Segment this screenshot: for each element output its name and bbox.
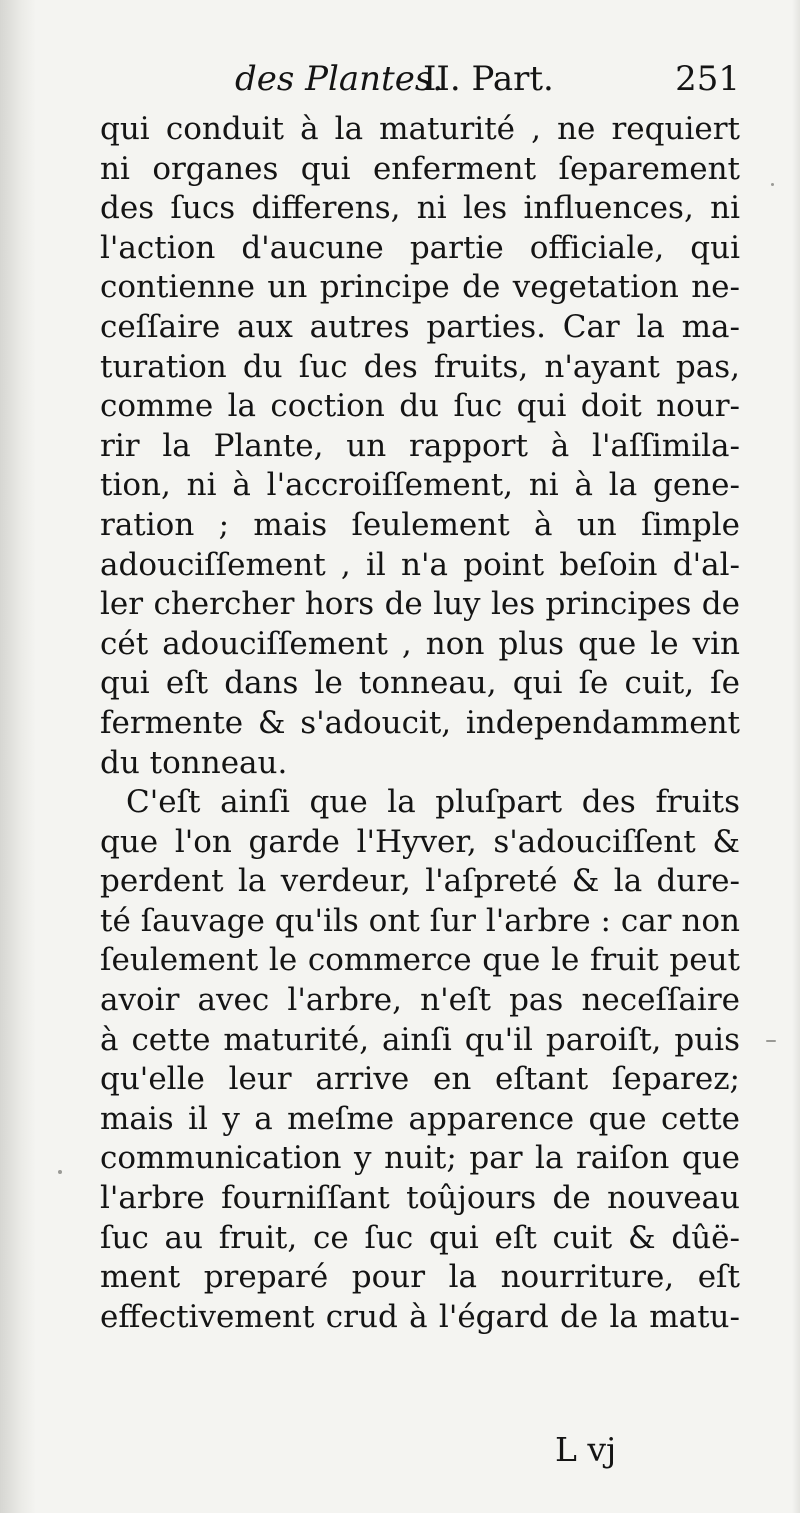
text-line: l'arbre fourniſſant toûjours de nouveau [100,1180,740,1217]
text-line: fermente & s'adoucit, independamment [100,704,740,741]
text-line: communication y nuit; par la raiſon que [100,1140,740,1177]
text-line: contienne un principe de vegetation ne- [100,269,740,306]
text-line: ration ; mais ſeulement à un ſimple [100,506,740,543]
text-line: l'action d'aucune partie officiale, qui [100,229,740,266]
text-line: mais il y a meſme apparence que cette [100,1100,740,1137]
binding-shadow [0,0,36,1513]
page-edge [792,0,800,1513]
text-line: adouciſſement , il n'a point beſoin d'al- [100,546,740,583]
ink-speck [766,1040,776,1042]
ink-speck [771,183,774,186]
running-head [100,56,740,106]
text-line: effectivement crud à l'égard de la matu- [100,1298,740,1335]
signature-mark: L vj [555,1430,617,1469]
text-line: ment preparé pour la nourriture, eſt [100,1259,740,1296]
text-line: té ſauvage qu'ils ont ſur l'arbre : car non [100,902,740,939]
text-line: qu'elle leur arrive en eſtant ſeparez; [100,1061,740,1098]
ink-speck [58,1170,62,1174]
text-line: ſeulement le commerce que le fruit peut [100,942,740,979]
text-line: cét adouciſſement , non plus que le vin [100,625,740,662]
text-line: C'eſt ainſi que la pluſpart des fruits [126,784,740,821]
text-line: turation du ſuc des fruits, n'ayant pas, [100,348,740,385]
text-line: tion, ni à l'accroiſſement, ni à la gene- [100,467,740,504]
text-line: ni organes qui enferment ſeparement [100,150,740,187]
text-line: comme la coction du ſuc qui doit nour- [100,388,740,425]
running-head-part: II. Part. [423,59,554,99]
text-line: à cette maturité, ainſi qu'il paroiſt, puis [100,1021,740,1058]
text-line: ler chercher hors de luy les principes de [100,586,740,623]
text-line: avoir avec l'arbre, n'eſt pas neceſſaire [100,982,740,1019]
body-text [100,110,740,1337]
text-line: qui eſt dans le tonneau, qui ſe cuit, ſe [100,665,740,702]
page-number: 251 [675,59,740,99]
running-head-title: des Plantes. [235,59,444,99]
text-line: qui conduit à la maturité , ne requiert [100,111,740,147]
text-line: rir la Plante, un rapport à l'aſſimila- [100,427,740,464]
text-line: du tonneau. [100,744,288,781]
text-line: ceſſaire aux autres parties. Car la ma- [100,308,740,345]
text-line: ſuc au fruit, ce ſuc qui eſt cuit & dûë- [100,1219,740,1256]
text-line: que l'on garde l'Hyver, s'adouciſſent & [100,823,740,860]
text-line: des ſucs differens, ni les influences, ni [100,190,740,227]
text-line: perdent la verdeur, l'aſpreté & la dure- [100,863,740,900]
